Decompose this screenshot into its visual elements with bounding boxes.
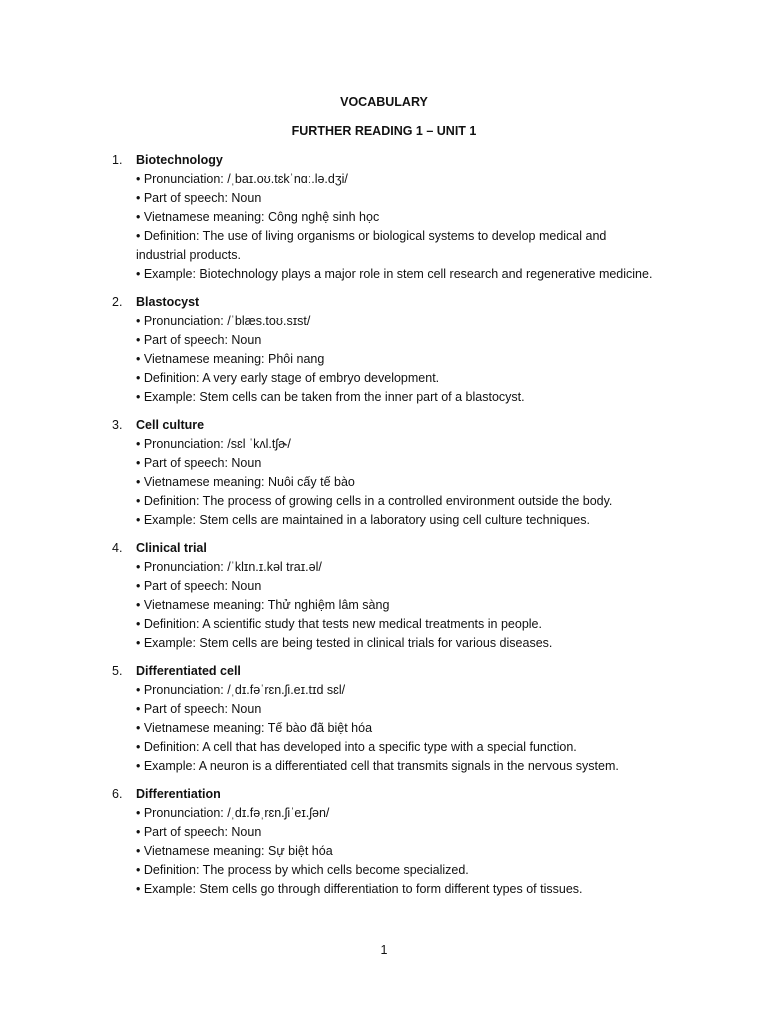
entry-example: • Example: Biotechnology plays a major role in stem cell research and regenerative medicine.: [136, 267, 653, 281]
entry-part-of-speech: • Part of speech: Noun: [136, 333, 262, 347]
entry-pronunciation: • Pronunciation: /ˌbaɪ.oʊ.tɛkˈnɑː.lə.dʒi/: [136, 172, 348, 186]
vocabulary-entry: [0, 151, 768, 284]
entry-pronunciation: • Pronunciation: /ˌdɪ.fəˈrɛn.ʃi.eɪ.tɪd sɛl/: [136, 683, 346, 697]
entry-term: Cell culture: [136, 418, 205, 432]
entry-example: • Example: A neuron is a differentiated cell that transmits signals in the nervous system.: [136, 759, 619, 773]
entry-number: 6.: [112, 787, 123, 801]
entry-term: Biotechnology: [136, 153, 223, 167]
entry-part-of-speech: • Part of speech: Noun: [136, 825, 262, 839]
vocabulary-entry: [0, 416, 768, 530]
entry-definition: • Definition: The use of living organisms or biological systems to develop medical and industrial products.: [136, 229, 607, 262]
entry-example: • Example: Stem cells are being tested in clinical trials for various diseases.: [136, 636, 553, 650]
entry-part-of-speech: • Part of speech: Noun: [136, 456, 262, 470]
entry-pronunciation: • Pronunciation: /sɛl ˈkʌl.tʃɚ/: [136, 437, 291, 451]
vocabulary-entry: [0, 662, 768, 776]
entry-pronunciation: • Pronunciation: /ˌdɪ.fəˌrɛn.ʃiˈeɪ.ʃən/: [136, 806, 330, 820]
entry-number: 1.: [112, 153, 123, 167]
entry-vietnamese-meaning: • Vietnamese meaning: Thử nghiệm lâm sàng: [136, 598, 390, 612]
vocabulary-entry: [0, 539, 768, 653]
entry-vietnamese-meaning: • Vietnamese meaning: Công nghệ sinh học: [136, 210, 380, 224]
entry-example: • Example: Stem cells are maintained in a laboratory using cell culture techniques.: [136, 513, 590, 527]
vocabulary-list: [0, 151, 768, 908]
entry-number: 3.: [112, 418, 123, 432]
document-subtitle: FURTHER READING 1 – UNIT 1: [291, 124, 477, 138]
entry-example: • Example: Stem cells go through differentiation to form different types of tissues.: [136, 882, 583, 896]
entry-definition: • Definition: The process of growing cells in a controlled environment outside the body.: [136, 494, 613, 508]
entry-example: • Example: Stem cells can be taken from the inner part of a blastocyst.: [136, 390, 525, 404]
entry-number: 2.: [112, 295, 123, 309]
vocabulary-entry: [0, 785, 768, 899]
entry-pronunciation: • Pronunciation: /ˈklɪn.ɪ.kəl traɪ.əl/: [136, 560, 322, 574]
entry-term: Clinical trial: [136, 541, 207, 555]
entry-term: Differentiated cell: [136, 664, 241, 678]
vocabulary-entry: [0, 293, 768, 407]
entry-vietnamese-meaning: • Vietnamese meaning: Tế bào đã biệt hóa: [136, 721, 373, 735]
entry-pronunciation: • Pronunciation: /ˈblæs.toʊ.sɪst/: [136, 314, 311, 328]
entry-part-of-speech: • Part of speech: Noun: [136, 702, 262, 716]
entry-definition: • Definition: The process by which cells become specialized.: [136, 863, 469, 877]
entry-vietnamese-meaning: • Vietnamese meaning: Nuôi cấy tế bào: [136, 475, 355, 489]
document-title: VOCABULARY: [340, 95, 428, 109]
entry-vietnamese-meaning: • Vietnamese meaning: Sự biệt hóa: [136, 844, 333, 858]
page-number: 1: [380, 943, 388, 957]
entry-definition: • Definition: A scientific study that tests new medical treatments in people.: [136, 617, 542, 631]
entry-definition: • Definition: A very early stage of embryo development.: [136, 371, 440, 385]
entry-term: Blastocyst: [136, 295, 200, 309]
entry-part-of-speech: • Part of speech: Noun: [136, 191, 262, 205]
entry-number: 5.: [112, 664, 123, 678]
entry-definition: • Definition: A cell that has developed into a specific type with a special function.: [136, 740, 577, 754]
entry-part-of-speech: • Part of speech: Noun: [136, 579, 262, 593]
entry-number: 4.: [112, 541, 123, 555]
entry-term: Differentiation: [136, 787, 221, 801]
entry-vietnamese-meaning: • Vietnamese meaning: Phôi nang: [136, 352, 325, 366]
